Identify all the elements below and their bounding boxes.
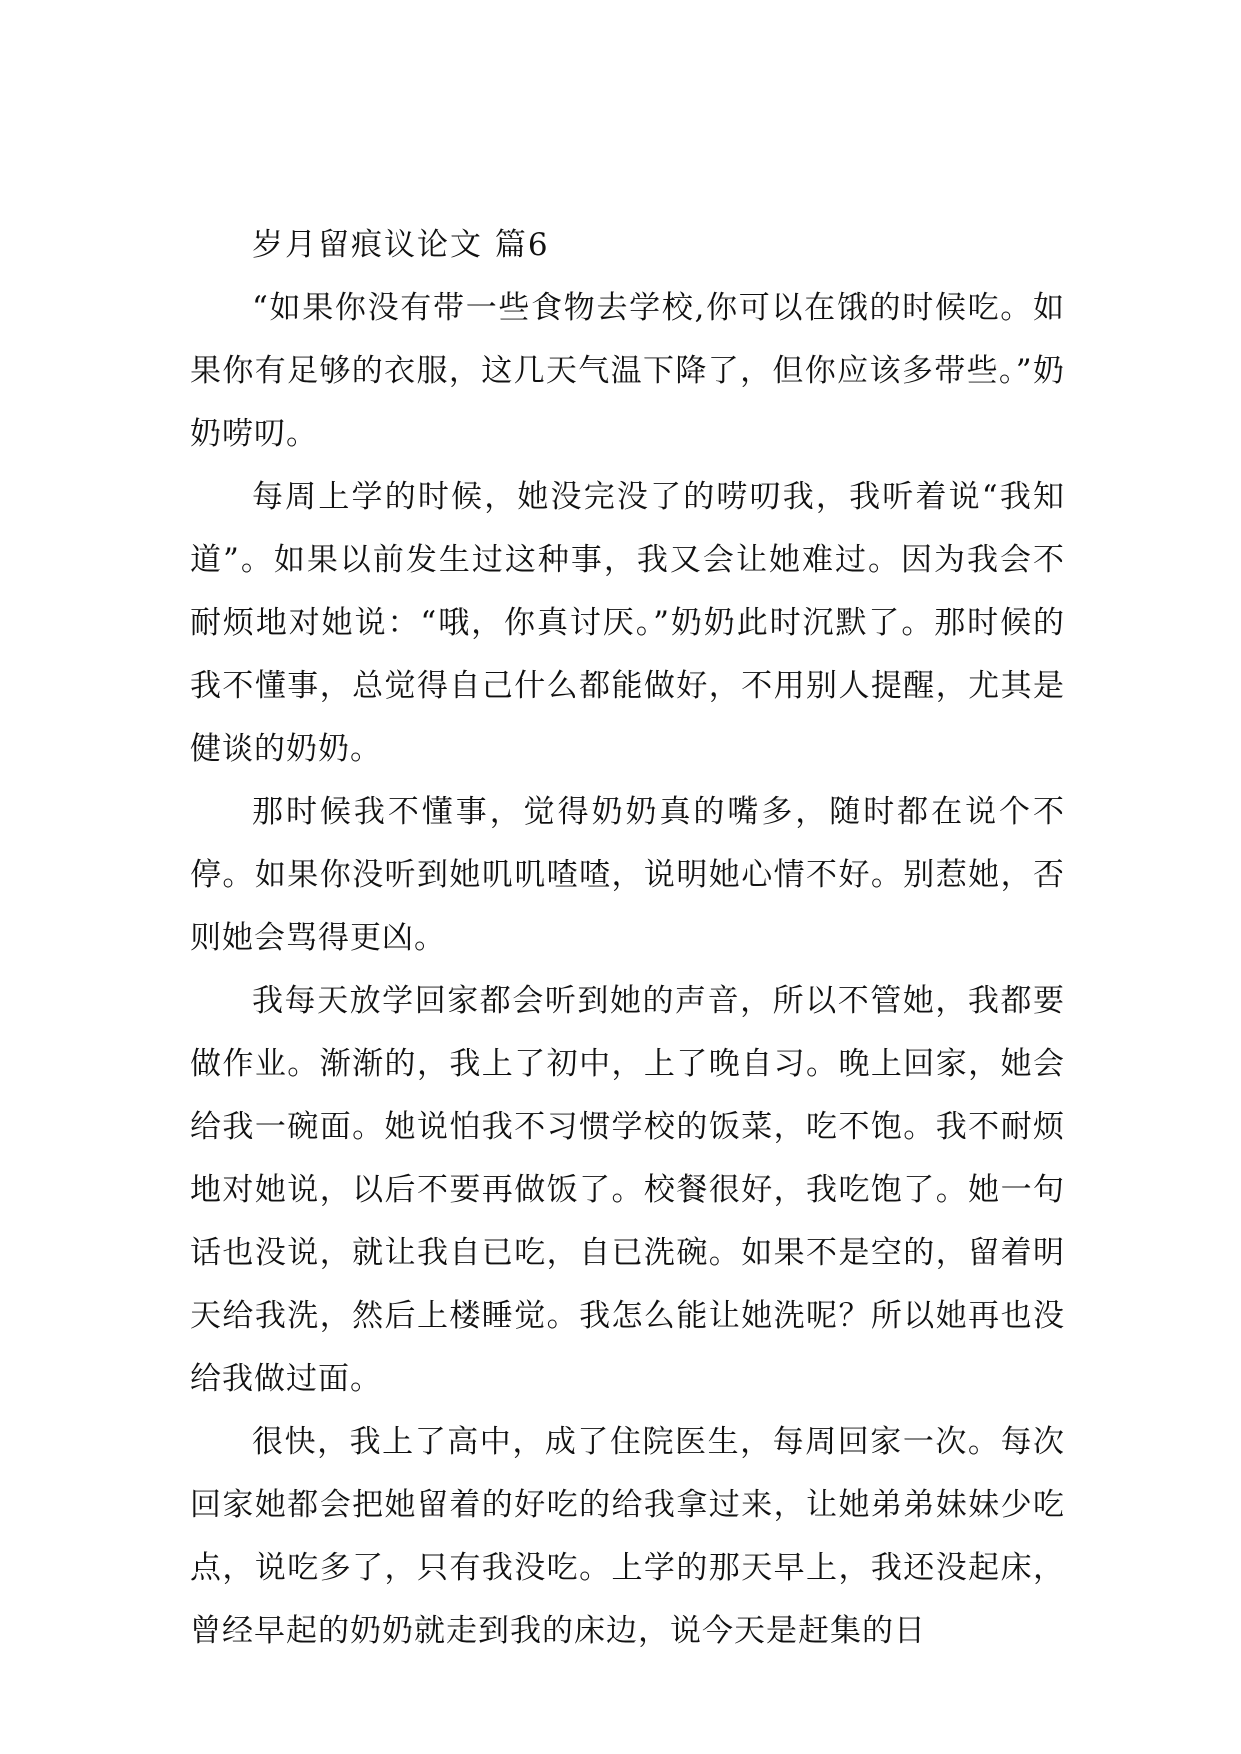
paragraph-2: 每周上学的时候，她没完没了的唠叨我，我听着说“我知道”。如果以前发生过这种事，我又会让她难过。因为我会不耐烦地对她说：“哦，你真讨厌。”奶奶此时沉默了。那时候的我不懂事，总觉得自己什么都能做好，不用别人提醒，尤其是健谈的奶奶。 bbox=[190, 479, 1065, 767]
paragraph-4: 我每天放学回家都会听到她的声音，所以不管她，我都要做作业。渐渐的，我上了初中，上了晚自习。晚上回家，她会给我一碗面。她说怕我不习惯学校的饭菜，吃不饱。我不耐烦地对她说，以后不要再做饭了。校餐很好，我吃饱了。她一句话也没说，就让我自已吃，自已洗碗。如果不是空的，留着明天给我洗，然后上楼睡觉。我怎么能让她洗呢？所以她再也没给我做过面。 bbox=[190, 983, 1065, 1397]
section-heading: 岁月留痕议论文 篇6 bbox=[252, 227, 550, 263]
document-body bbox=[190, 214, 1065, 1663]
paragraph-5: 很快，我上了高中，成了住院医生，每周回家一次。每次回家她都会把她留着的好吃的给我拿过来，让她弟弟妹妹少吃点，说吃多了，只有我没吃。上学的那天早上，我还没起床，曾经早起的奶奶就走到我的床边，说今天是赶集的日 bbox=[190, 1424, 1065, 1649]
paragraph-3: 那时候我不懂事，觉得奶奶真的嘴多，随时都在说个不停。如果你没听到她叽叽喳喳，说明她心情不好。别惹她，否则她会骂得更凶。 bbox=[190, 794, 1065, 956]
paragraph-1: “如果你没有带一些食物去学校,你可以在饿的时候吃。如果你有足够的衣服，这几天气温下降了，但你应该多带些。”奶奶唠叨。 bbox=[190, 290, 1065, 452]
